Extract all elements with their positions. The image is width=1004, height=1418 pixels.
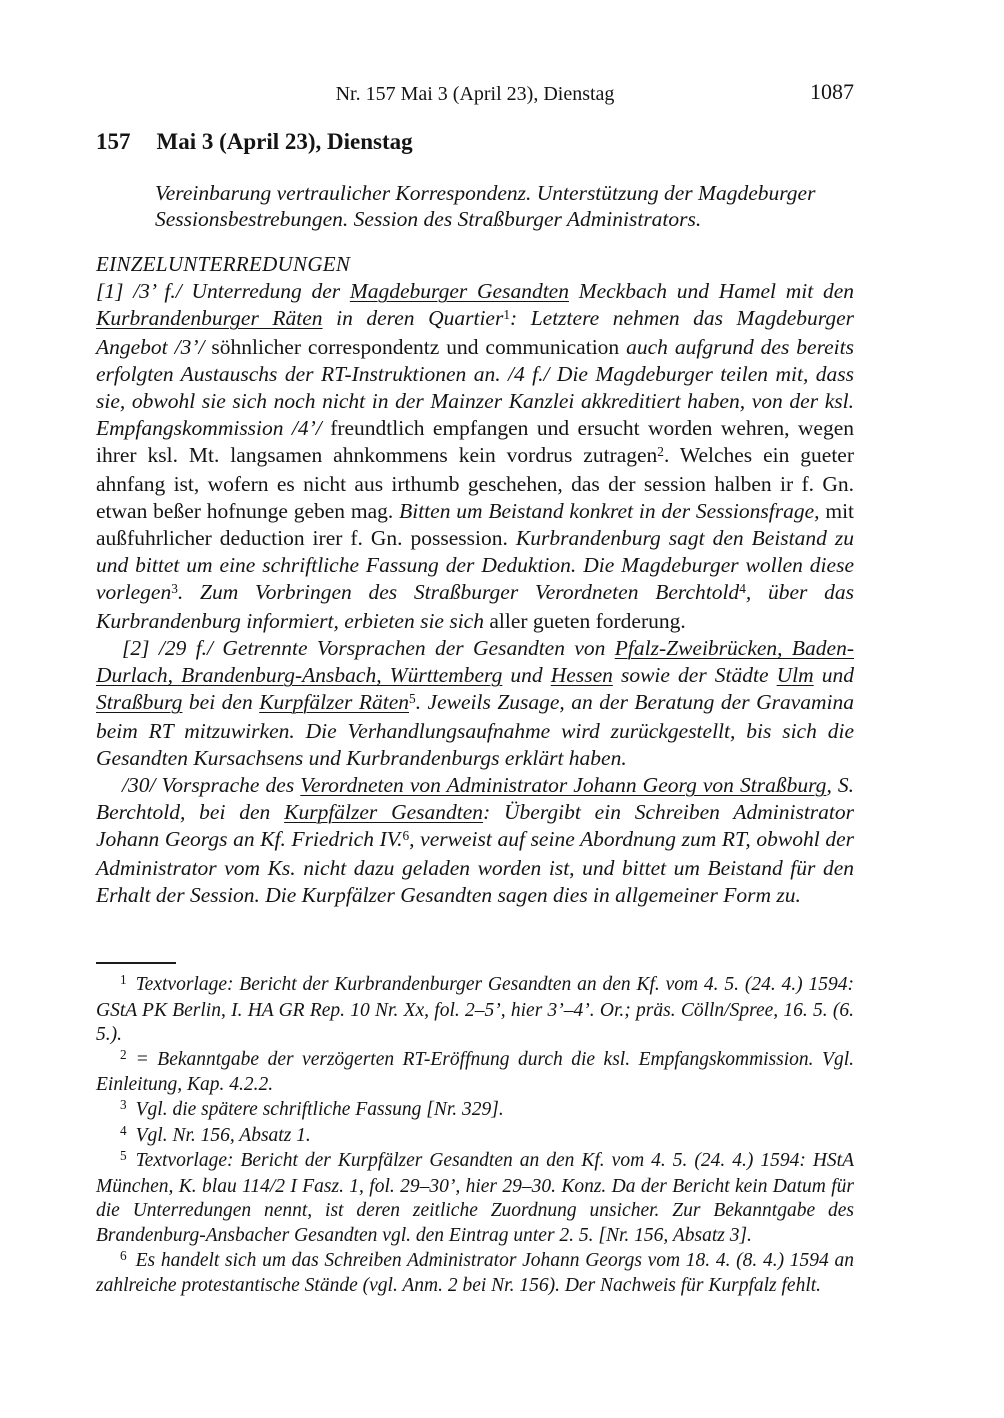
entry-title: Mai 3 (April 23), Dienstag (156, 129, 413, 154)
footnote-text: Textvorlage: Bericht der Kurpfälzer Gesandten an den Kf. vom 4. 5. (24. 4.) 1594: HStA München, K. blau 114/2 I Fasz. 1, fol. 29–30’, hier 29–30. Konz. Da der Bericht kein Datum für die Unterredungen nennt, ist deren zeitliche Zuordnung unsicher. Zur Bekanntgabe des Brandenburg-Ansbacher Gesandten vgl. den Eintrag unter 2. 5. [Nr. 156, Absatz 3]. (96, 1150, 854, 1246)
footnote-number: 2 (120, 1046, 127, 1062)
page-number: 1087 (810, 79, 854, 104)
body-paragraph-2: [2] /29 f./ Getrennte Vorsprachen der Gesandten von Pfalz-Zweibrücken, Baden-Durlach, Brandenburg-Ansbach, Württemberg und Hessen sowie der Städte Ulm und Straßburg bei den Kurpfälzer Räten$^5$. Jeweils Zusage, an der Beratung der Gravamina beim RT mitzuwirken. Die Verhandlungsaufnahme wird zurückgestellt, bis sich die Gesandten Kursachsens und Kurbrandenburgs erklärt haben. (96, 636, 854, 770)
footnote-1 (96, 973, 854, 1048)
footnote-text: Vgl. die spätere schriftliche Fassung [Nr. 329]. (135, 1098, 504, 1120)
footnote-number: 1 (120, 972, 127, 988)
footnote-text: Textvorlage: Bericht der Kurbrandenburger Gesandten an den Kf. vom 4. 5. (24. 4.) 1594: GStA PK Berlin, I. HA GR Rep. 10 Nr. Xx, fol. 2–5’, hier 3’–4’. Or.; präs. Cölln/Spree, 16. 5. (6. 5.). (96, 974, 854, 1046)
footnote-number: 5 (120, 1148, 127, 1164)
footnote-separator-rule (96, 962, 176, 964)
page-content (96, 0, 854, 909)
running-head-row (96, 79, 854, 108)
entry-heading (96, 128, 854, 156)
footnote-number: 6 (120, 1247, 127, 1263)
footnote-4 (96, 1124, 854, 1150)
entry-summary: Vereinbarung vertraulicher Korrespondenz. Unterstützung der Magdeburger Sessionsbestrebungen. Session des Straßburger Administrators. (155, 181, 816, 231)
footnote-3 (96, 1098, 854, 1124)
running-head: Nr. 157 Mai 3 (April 23), Dienstag (335, 83, 615, 105)
body-paragraph-1: [1] /3’ f./ Unterredung der Magdeburger Gesandten Meckbach und Hamel mit den Kurbrandenburger Räten in deren Quartier$^1$: Letztere nehmen das Magdeburger Angebot /3’/ söhnlicher correspondentz und communication auch aufgrund des bereits erfolgten Austauschs der RT-Instruktionen an. /4 f./ Die Magdeburger teilen mit, dass sie, obwohl sie sich noch nicht in der Mainzer Kanzlei akkreditiert haben, von der ksl. Empfangskommission /4’/ freundtlich empfangen und ersucht worden wehren, wegen ihrer ksl. Mt. langsamen ahnkommens kein vordrus zutragen$^2$. Welches ein gueter ahnfang ist, wofern es nicht aus irthumb geschehen, das der session halben ir f. Gn. etwan beßer hofnunge geben mag. Bitten um Beistand konkret in der Sessionsfrage, mit außfuhrlicher deduction irer f. Gn. possession. Kurbrandenburg sagt den Beistand zu und bittet um eine schriftliche Fassung der Deduktion. Die Magdeburger wollen diese vorlegen$^3$. Zum Vorbringen des Straßburger Verordneten Berchtold$^4$, über das Kurbrandenburg informiert, erbieten sie sich aller gueten forderung. (96, 279, 855, 633)
footnote-text: Es handelt sich um das Schreiben Administrator Johann Georgs vom 18. 4. (8. 4.) 1594 an zahlreiche protestantische Stände (vgl. Anm. 2 bei Nr. 156). Der Nachweis für Kurpfalz fehlt. (96, 1249, 854, 1297)
footnotes-section (96, 962, 854, 1299)
body-paragraph-3: /30/ Vorsprache des Verordneten von Administrator Johann Georg von Straßburg, S. Berchtold, bei den Kurpfälzer Gesandten: Übergibt ein Schreiben Administrator Johann Georgs an Kf. Friedrich IV.$^6$, verweist auf seine Abordnung zum RT, obwohl der Administrator vom Ks. nicht dazu geladen worden ist, und bittet um Beistand für den Erhalt der Session. Die Kurpfälzer Gesandten sagen dies in allgemeiner Form zu. (96, 773, 855, 907)
section-label: EINZELUNTERREDUNGEN (96, 252, 351, 276)
footnote-6 (96, 1249, 854, 1299)
footnote-number: 4 (120, 1122, 127, 1138)
footnote-number: 3 (120, 1097, 127, 1113)
footnote-text: Vgl. Nr. 156, Absatz 1. (135, 1124, 311, 1146)
footnote-text: = Bekanntgabe der verzögerten RT-Eröffnung durch die ksl. Empfangskommission. Vgl. Einleitung, Kap. 4.2.2. (96, 1048, 854, 1096)
footnote-5 (96, 1149, 854, 1248)
footnote-2 (96, 1048, 854, 1098)
entry-number: 157 (96, 129, 131, 154)
